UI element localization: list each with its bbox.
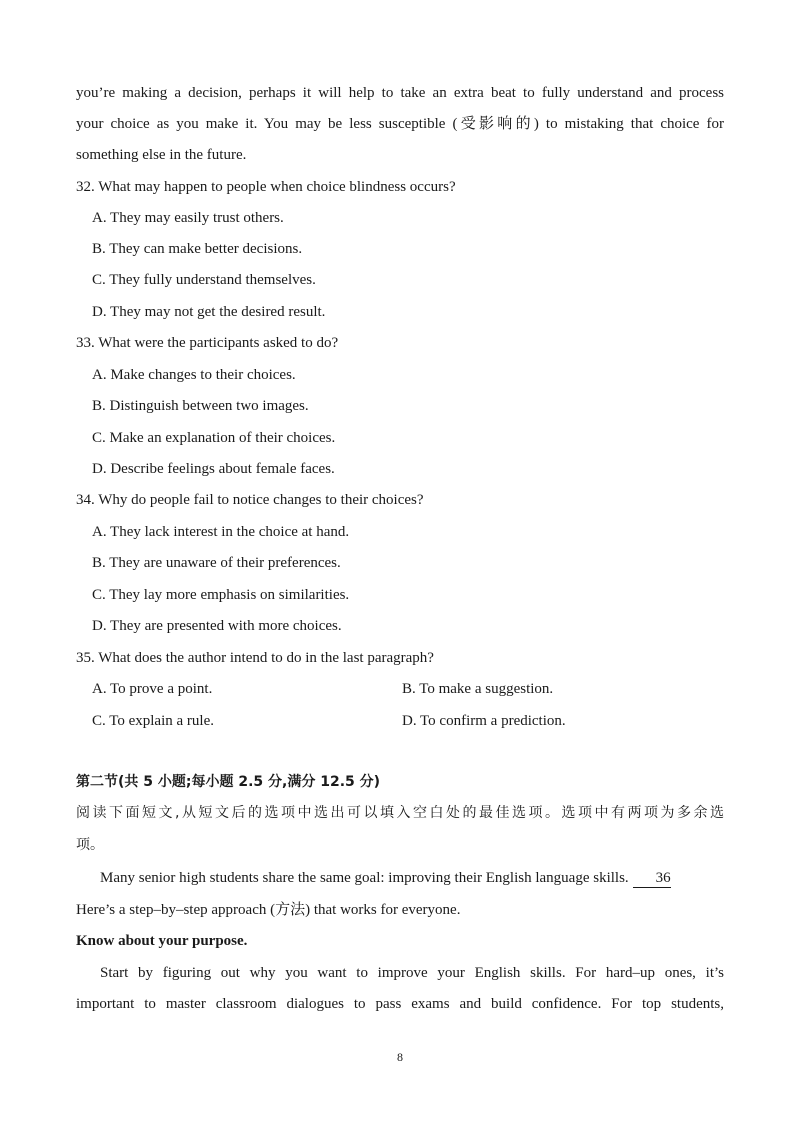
question-stem-32: 32. What may happen to people when choice blindness occurs? bbox=[76, 179, 456, 195]
page-number: 8 bbox=[397, 1050, 403, 1064]
question-stem-33: 33. What were the participants asked to do? bbox=[76, 335, 339, 351]
passage-line: important to master classroom dialogues to pass exams and build confidence. For top students, bbox=[76, 996, 724, 1012]
passage-line: Start by figuring out why you want to improve your English skills. For hard–up ones, it’s bbox=[100, 965, 724, 981]
passage-line: you’re making a decision, perhaps it will help to take an extra beat to fully understand and process bbox=[76, 85, 724, 101]
option-35-c: C. To explain a rule. bbox=[92, 713, 214, 729]
option-35-d: D. To confirm a prediction. bbox=[402, 713, 566, 729]
passage-line: your choice as you make it. You may be less susceptible (受影响的) to mistaking that choice for bbox=[76, 116, 724, 132]
question-stem-34: 34. Why do people fail to notice changes to their choices? bbox=[76, 492, 424, 508]
question-stem-35: 35. What does the author intend to do in the last paragraph? bbox=[76, 650, 434, 666]
option-34-a: A. They lack interest in the choice at hand. bbox=[92, 524, 350, 540]
section-instruction: 项。 bbox=[76, 837, 104, 853]
option-32-c: C. They fully understand themselves. bbox=[92, 272, 316, 288]
option-33-b: B. Distinguish between two images. bbox=[92, 398, 309, 414]
answer-blank-36: 36 bbox=[633, 869, 671, 888]
option-33-d: D. Describe feelings about female faces. bbox=[92, 461, 335, 477]
passage-line: Here’s a step–by–step approach (方法) that works for everyone. bbox=[76, 902, 461, 918]
passage-line bbox=[100, 868, 671, 888]
section-heading: 第二节(共 5 小题;每小题 2.5 分,满分 12.5 分) bbox=[76, 774, 381, 790]
option-32-d: D. They may not get the desired result. bbox=[92, 304, 326, 320]
passage-line: something else in the future. bbox=[76, 147, 247, 163]
option-35-a: A. To prove a point. bbox=[92, 681, 213, 697]
option-34-c: C. They lay more emphasis on similarities. bbox=[92, 587, 350, 603]
passage-subheading: Know about your purpose. bbox=[76, 933, 248, 949]
option-34-d: D. They are presented with more choices. bbox=[92, 618, 342, 634]
option-32-a: A. They may easily trust others. bbox=[92, 210, 284, 226]
option-33-c: C. Make an explanation of their choices. bbox=[92, 430, 336, 446]
option-33-a: A. Make changes to their choices. bbox=[92, 367, 296, 383]
section-instruction: 阅读下面短文,从短文后的选项中选出可以填入空白处的最佳选项。选项中有两项为多余选 bbox=[76, 805, 724, 821]
passage-text: Many senior high students share the same goal: improving their English language skills. bbox=[100, 870, 629, 886]
option-35-b: B. To make a suggestion. bbox=[402, 681, 554, 697]
option-32-b: B. They can make better decisions. bbox=[92, 241, 303, 257]
option-34-b: B. They are unaware of their preferences. bbox=[92, 555, 341, 571]
